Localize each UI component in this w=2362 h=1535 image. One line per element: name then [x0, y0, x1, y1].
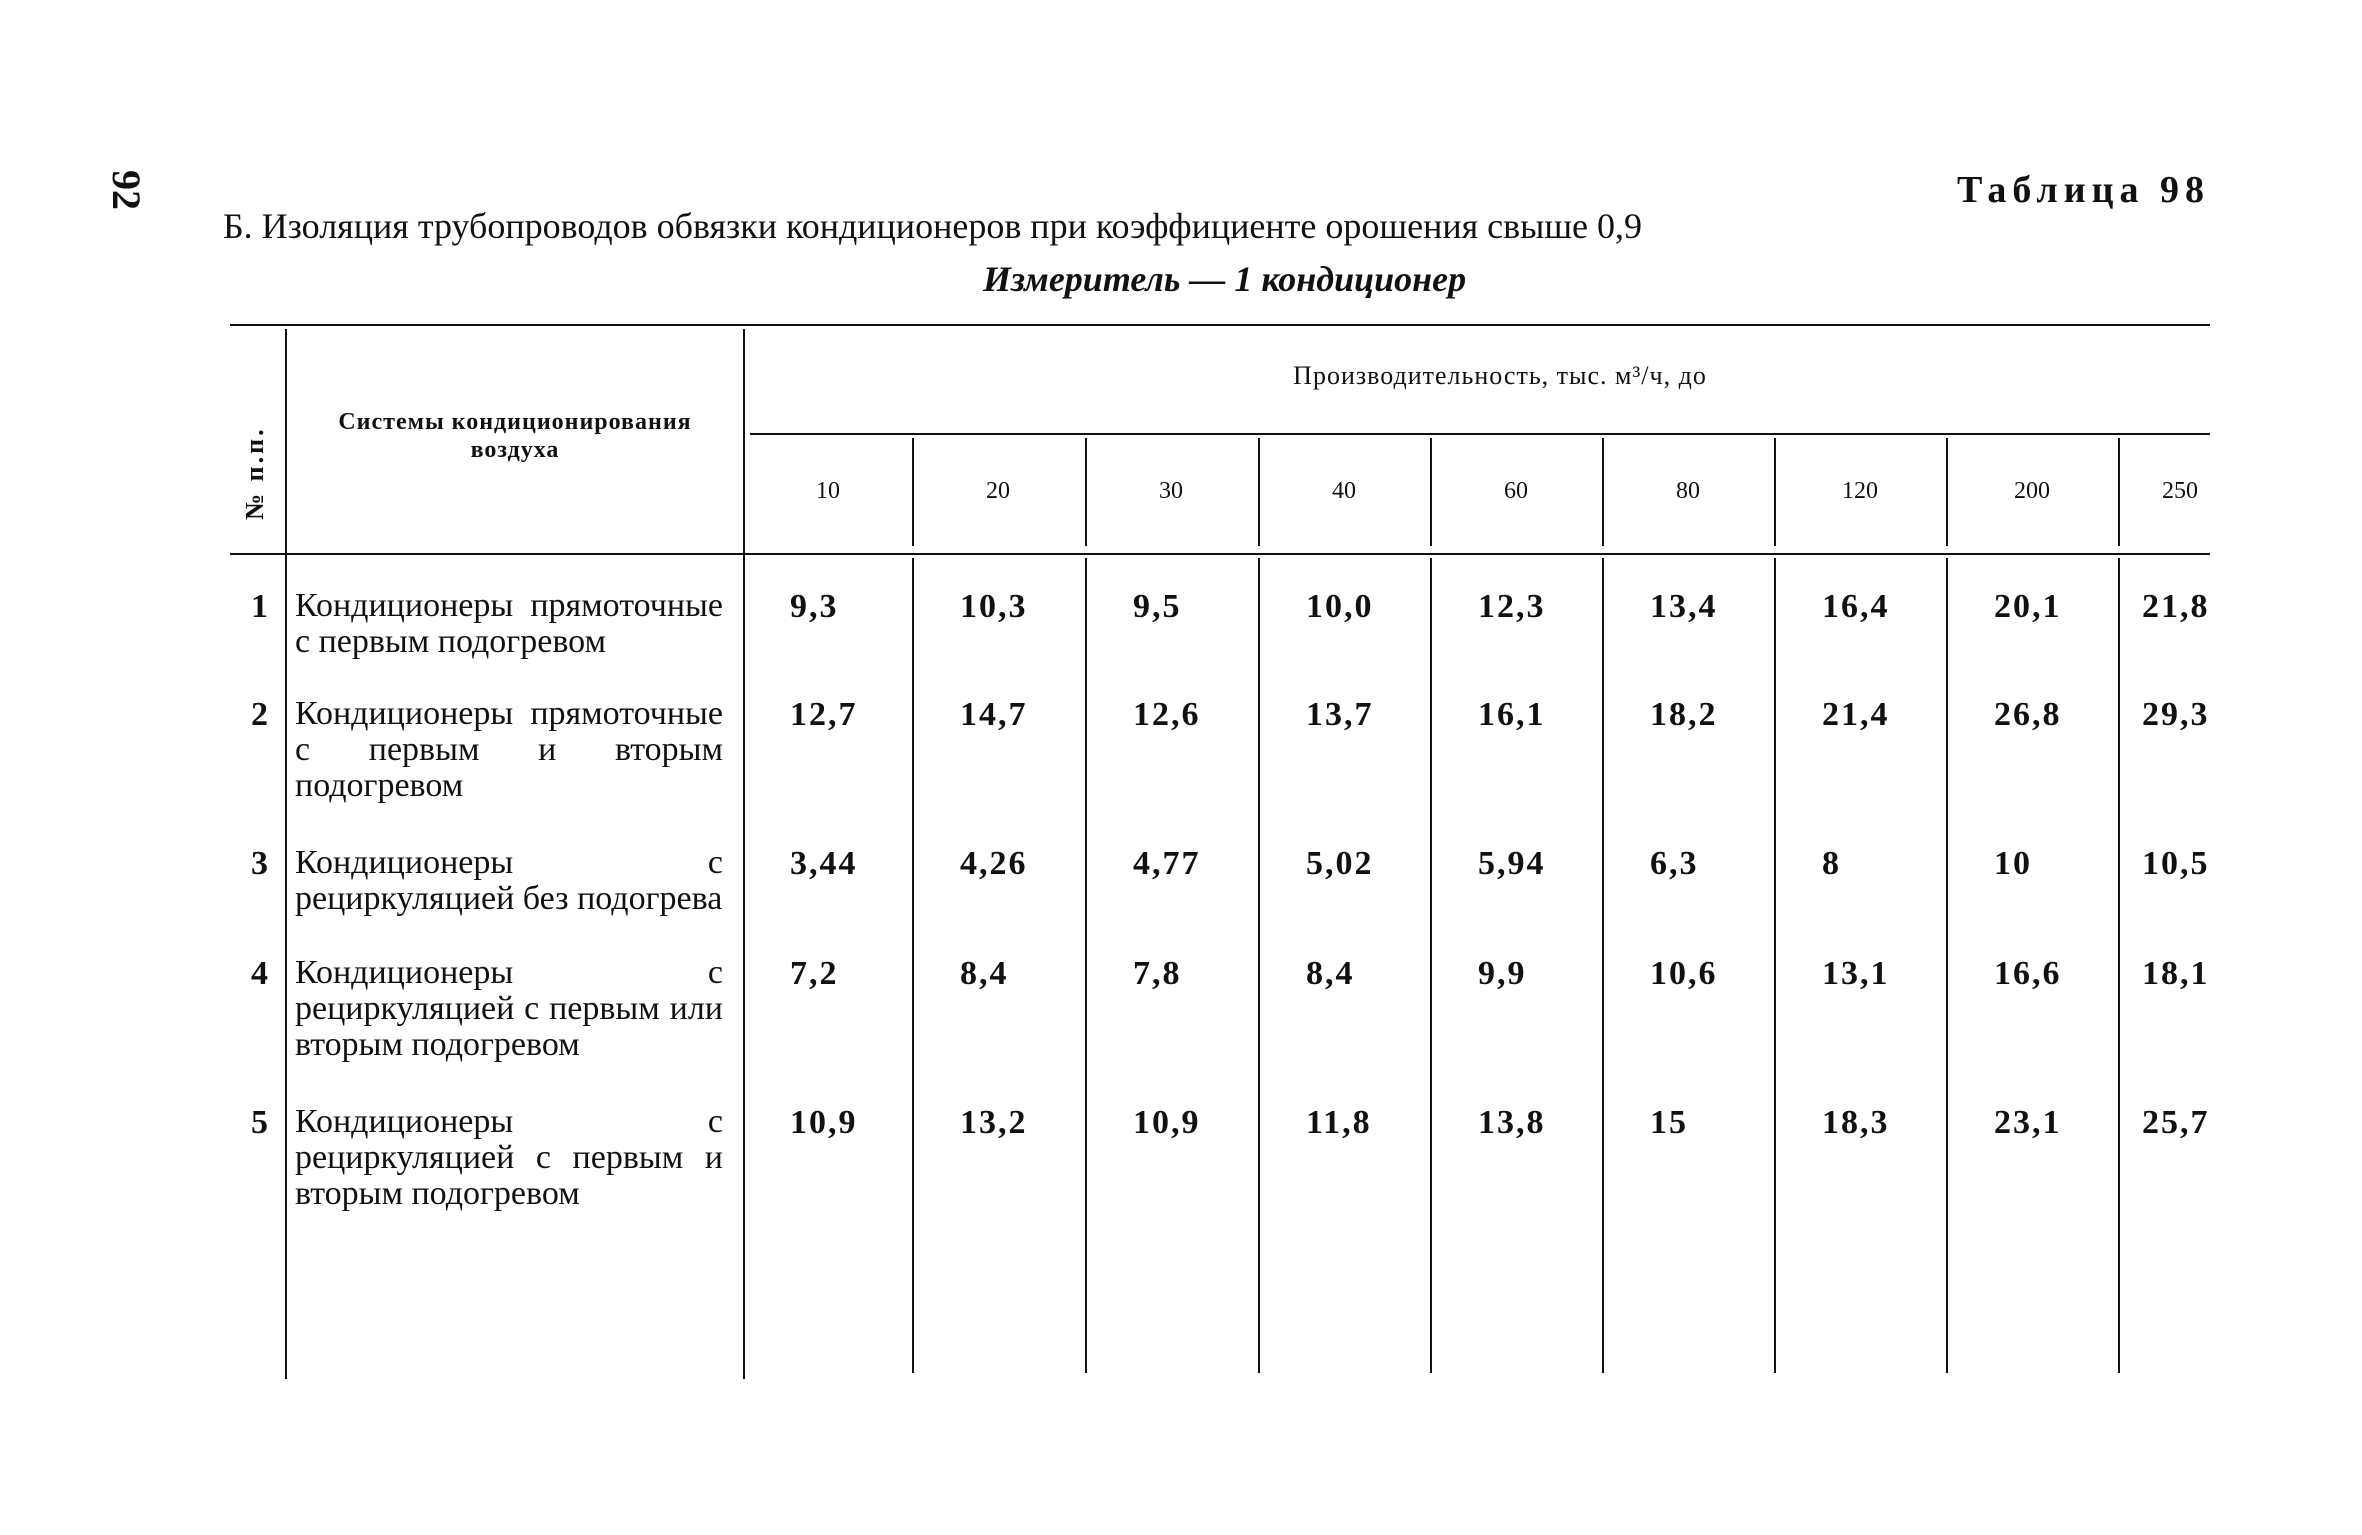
capacity-column-20: 20 — [986, 478, 1010, 504]
capacity-column-200: 200 — [2014, 478, 2050, 504]
column-divider-header — [1258, 438, 1260, 546]
capacity-column-60: 60 — [1504, 478, 1528, 504]
measure-unit: Измеритель — 1 кондиционер — [983, 259, 1467, 299]
capacity-column-250: 250 — [2162, 478, 2198, 504]
table-cell: 3,44 — [790, 845, 858, 882]
column-divider-header — [912, 438, 914, 546]
system-name: Кондиционеры с рециркуляцией с первым или вторым подогревом — [295, 954, 723, 1063]
system-column-header: Системы кондиционирования воздуха — [338, 409, 692, 463]
column-divider-body — [1602, 558, 1604, 1373]
table-label: Таблица 98 — [1956, 169, 2210, 211]
column-divider-header — [1602, 438, 1604, 546]
table-cell: 7,8 — [1133, 955, 1182, 992]
capacity-column-40: 40 — [1332, 478, 1356, 504]
system-name: Кондиционеры прямоточные с первым подогревом — [295, 587, 723, 660]
capacity-column-80: 80 — [1676, 478, 1700, 504]
table-cell: 21,8 — [2142, 588, 2210, 625]
table-cell: 8,4 — [1306, 955, 1355, 992]
table-cell: 25,7 — [2142, 1104, 2210, 1141]
column-divider-header — [1430, 438, 1432, 546]
section-title: Б. Изоляция трубопроводов обвязки кондиционеров при коэффициенте орошения свыше 0,9 — [223, 206, 1643, 246]
table-cell: 16,4 — [1822, 588, 1890, 625]
table-cell: 15 — [1650, 1104, 1688, 1141]
column-divider-body — [912, 558, 914, 1373]
capacity-column-10: 10 — [816, 478, 840, 504]
table-cell: 7,2 — [790, 955, 839, 992]
capacity-header-rule — [750, 433, 2210, 435]
row-number: 1 — [251, 588, 268, 625]
row-number: 4 — [251, 955, 268, 992]
table-cell: 18,2 — [1650, 696, 1718, 733]
table-cell: 10,5 — [2142, 845, 2210, 882]
capacity-column-30: 30 — [1159, 478, 1183, 504]
system-col-divider — [743, 329, 745, 1379]
table-cell: 26,8 — [1994, 696, 2062, 733]
system-name: Кондиционеры с рециркуляцией без подогрева — [295, 844, 723, 917]
table-cell: 10,9 — [790, 1104, 858, 1141]
table-cell: 10,9 — [1133, 1104, 1201, 1141]
table-cell: 23,1 — [1994, 1104, 2062, 1141]
page-number: 92 — [104, 170, 149, 210]
table-cell: 5,02 — [1306, 845, 1374, 882]
number-col-divider — [285, 329, 287, 1379]
table-cell: 10,6 — [1650, 955, 1718, 992]
table-cell: 9,9 — [1478, 955, 1527, 992]
table-cell: 21,4 — [1822, 696, 1890, 733]
table-cell: 4,26 — [960, 845, 1028, 882]
table-cell: 10 — [1994, 845, 2032, 882]
table-cell: 8,4 — [960, 955, 1009, 992]
column-divider-body — [1946, 558, 1948, 1373]
system-name: Кондиционеры прямоточные с первым и вторым подогревом — [295, 695, 723, 804]
capacity-column-120: 120 — [1842, 478, 1878, 504]
table-cell: 13,4 — [1650, 588, 1718, 625]
table-cell: 12,7 — [790, 696, 858, 733]
column-divider-body — [1774, 558, 1776, 1373]
table-top-rule — [230, 324, 2210, 326]
column-divider-header — [1085, 438, 1087, 546]
table-cell: 10,3 — [960, 588, 1028, 625]
table-cell: 9,5 — [1133, 588, 1182, 625]
column-divider-header — [1946, 438, 1948, 546]
system-name: Кондиционеры с рециркуляцией с первым и вторым подогревом — [295, 1103, 723, 1212]
column-divider-body — [2118, 558, 2120, 1373]
table-cell: 18,1 — [2142, 955, 2210, 992]
row-number: 2 — [251, 696, 268, 733]
table-cell: 8 — [1822, 845, 1841, 882]
table-cell: 12,3 — [1478, 588, 1546, 625]
table-cell: 18,3 — [1822, 1104, 1890, 1141]
table-cell: 5,94 — [1478, 845, 1546, 882]
row-number: 5 — [251, 1104, 268, 1141]
table-cell: 16,1 — [1478, 696, 1546, 733]
table-cell: 20,1 — [1994, 588, 2062, 625]
column-divider-header — [1774, 438, 1776, 546]
table-cell: 13,7 — [1306, 696, 1374, 733]
table-cell: 13,2 — [960, 1104, 1028, 1141]
column-divider-body — [1430, 558, 1432, 1373]
column-divider-body — [1085, 558, 1087, 1373]
table-cell: 11,8 — [1306, 1104, 1372, 1141]
row-number: 3 — [251, 845, 268, 882]
table-cell: 13,1 — [1822, 955, 1890, 992]
table-cell: 16,6 — [1994, 955, 2062, 992]
table-cell: 14,7 — [960, 696, 1028, 733]
number-column-header: № п.п. — [240, 426, 269, 520]
table-cell: 10,0 — [1306, 588, 1374, 625]
table-cell: 12,6 — [1133, 696, 1201, 733]
table-cell: 13,8 — [1478, 1104, 1546, 1141]
table-cell: 9,3 — [790, 588, 839, 625]
column-divider-body — [1258, 558, 1260, 1373]
table-cell: 6,3 — [1650, 845, 1699, 882]
capacity-column-header: Производительность, тыс. м³/ч, до — [1293, 361, 1707, 390]
table-cell: 4,77 — [1133, 845, 1201, 882]
header-bottom-rule — [230, 553, 2210, 555]
column-divider-header — [2118, 438, 2120, 546]
table-cell: 29,3 — [2142, 696, 2210, 733]
